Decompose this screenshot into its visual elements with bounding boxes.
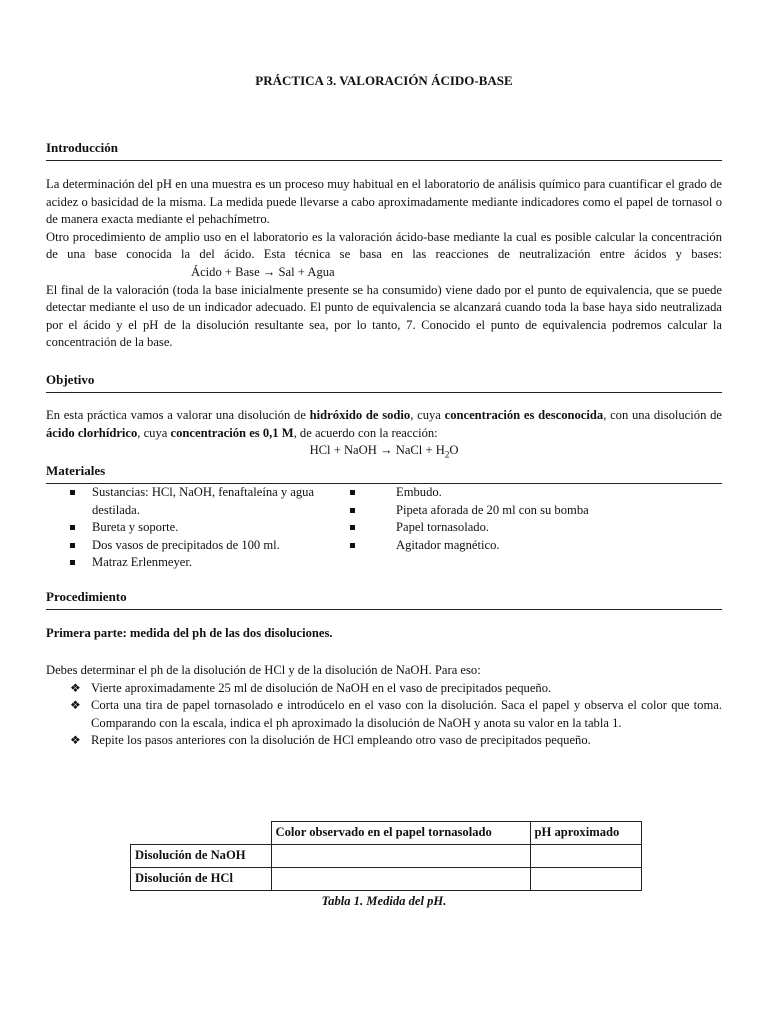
objective-text-1: En esta práctica vamos a valorar una disolución de [46,408,310,422]
procedure-text [46,662,722,750]
diamond-bullet-icon: ❖ [70,680,81,695]
materials-heading: Materiales [46,462,722,484]
diamond-bullet-icon: ❖ [70,733,81,748]
procedure-intro: Debes determinar el ph de la disolución de HCl y de la disolución de NaOH. Para eso: [46,663,481,677]
procedure-step-text: Corta una tira de papel tornasolado e introdúcelo en el vaso con la disolución. Saca el papel y observa el color que toma. Comparando con la escala, indica el ph aproximado la disolución de NaOH y anota su valor en la tabla 1. [91,698,722,730]
objective-text-4: , cuya [137,425,171,440]
table-cell-color[interactable] [271,868,530,891]
intro-heading: Introducción [46,139,722,161]
material-item: Bureta y soporte. [46,519,386,537]
objective-heading: Objetivo [46,371,722,393]
procedure-heading: Procedimiento [46,588,722,610]
procedure-steps [46,680,722,750]
intro-paragraph-1: La determinación del pH en una muestra es un proceso muy habitual en el laboratorio de análisis químico para cuantificar el grado de acidez o basicidad de la misma. La medida puede llevarse a cabo aproximadamente mediante indicadores como el papel de tornasol o de manera exacta mediante el pehachímetro. [46,177,722,227]
procedure-step-text: Vierte aproximadamente 25 ml de disolución de NaOH en el vaso de precipitados pequeño. [91,680,552,695]
procedure-step [46,680,722,698]
objective-text-5: , de acuerdo con la reacción: [293,425,438,440]
objective-text-2: , cuya [410,408,445,422]
intro-paragraph-3: El final de la valoración (toda la base inicialmente presente se ha consumido) viene dado por el punto de equivalencia, que se puede detectar mediante el uso de un indicador adecuado. El punto de equivalencia se alcanzará cuando toda la base haya sido neutralizada por el ácido y el pH de la disolución resultante sea, por lo tanto, 7. Conocido el punto de equivalencia podremos calcular la concentración de la base. [46,282,722,350]
objective-paragraph [46,407,722,442]
material-item: Sustancias: HCl, NaOH, fenaftaleína y agua destilada. [46,484,386,519]
reaction-subscript: 2 [444,449,450,460]
material-item: Papel tornasolado. [350,519,686,537]
materials-lists [46,484,722,572]
table-cell-ph[interactable] [530,868,641,891]
table-row-label: Disolución de NaOH [131,845,272,868]
material-item: Agitador magnético. [350,537,686,555]
material-item: Embudo. [350,484,686,502]
table-row [131,845,642,868]
table-cell-ph[interactable] [530,845,641,868]
intro-text [46,176,722,352]
objective-bold-unknown: concentración es desconocida [444,408,604,422]
intro-paragraph-2-text: Otro procedimiento de amplio uso en el laboratorio es la valoración ácido-base mediante la cual es posible calcular la concentración de una base conocida la del ácido. Esta técnica se basa en las reacciones de neutralización entre ácidos y bases: [46,229,722,262]
reaction-end: O [449,443,459,458]
reaction-equation [46,442,722,460]
objective-bold-hcl: ácido clorhídrico [46,425,138,440]
materials-left-list [46,484,386,572]
materials-right-list [350,484,686,572]
objective-text [46,407,722,460]
material-item: Pipeta aforada de 20 ml con su bomba [350,502,686,520]
table-caption: Tabla 1. Medida del pH. [321,894,447,908]
table-corner-cell [131,822,272,845]
objective-bold-concentration: concentración es 0,1 M [170,425,294,440]
material-item: Dos vasos de precipitados de 100 ml. [46,537,386,555]
intro-paragraph-2 [46,229,722,282]
table-cell-color[interactable] [271,845,530,868]
table-header-row [131,822,642,845]
neutralization-equation: Ácido + Base → Sal + Agua [191,264,335,279]
material-item: Matraz Erlenmeyer. [46,554,386,572]
table-row-label: Disolución de HCl [131,868,272,891]
objective-text-3: , con una disolución de [603,408,722,422]
procedure-step-text: Repite los pasos anteriores con la disolución de HCl empleando otro vaso de precipitados pequeño. [91,733,591,748]
table-row [131,868,642,891]
table-header-color: Color observado en el papel tornasolado [271,822,530,845]
table-header-ph: pH aproximado [530,822,641,845]
diamond-bullet-icon: ❖ [70,698,81,713]
ph-table [130,821,642,891]
objective-bold-naoh: hidróxido de sodio [309,408,411,422]
reaction-main: HCl + NaOH → NaCl + H [309,443,445,458]
procedure-subheading: Primera parte: medida del ph de las dos disoluciones. [46,626,333,640]
procedure-step [46,697,722,732]
procedure-step [46,732,722,750]
page-title: PRÁCTICA 3. VALORACIÓN ÁCIDO-BASE [255,73,513,88]
